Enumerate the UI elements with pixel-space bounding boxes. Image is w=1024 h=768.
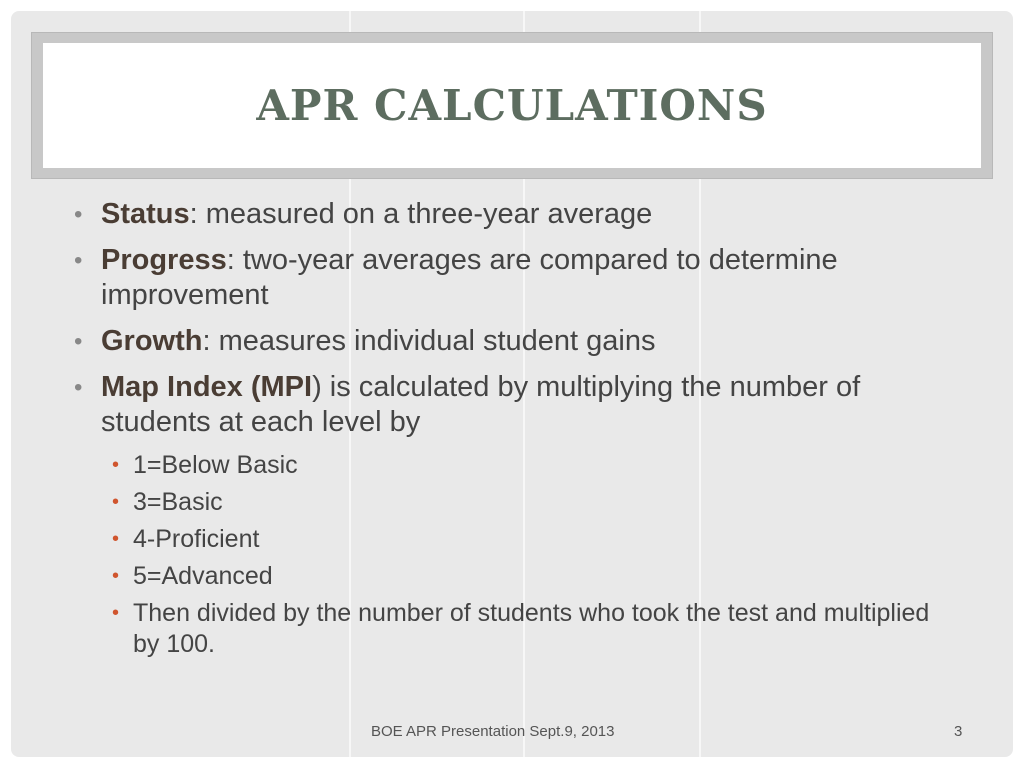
sub-bullet-item: • 1=Below Basic — [101, 450, 953, 481]
slide — [11, 11, 1013, 757]
bullet-text: measured on a three-year average — [197, 198, 653, 230]
bullet-list — [73, 197, 953, 660]
title-box — [43, 43, 981, 168]
sub-bullet-item: • Then divided by the number of students who took the test and multiplied by 100. — [101, 598, 953, 660]
bullet-map-index — [73, 370, 953, 660]
bullet-term: Growth — [101, 325, 203, 357]
bullet-progress — [73, 243, 953, 313]
slide-title: APR CALCULATIONS — [256, 81, 768, 130]
sub-bullet-item: • 4-Proficient — [101, 524, 953, 555]
bullet-term: Map Index (MPI — [101, 371, 313, 403]
page-number: 3 — [954, 723, 963, 740]
bullet-text: measures individual student gains — [210, 325, 656, 357]
footer-text: BOE APR Presentation Sept.9, 2013 — [371, 723, 615, 740]
sub-bullet-item: • 5=Advanced — [101, 561, 953, 592]
bullet-term: Status — [101, 198, 190, 230]
bullet-text: two-year averages are compared to determine improvement — [101, 244, 838, 311]
title-frame — [31, 32, 993, 179]
bullet-separator: : — [226, 244, 235, 276]
bullet-term: Progress — [101, 244, 227, 276]
sub-bullet-list — [101, 450, 953, 660]
bullet-separator: : — [202, 325, 211, 357]
sub-bullet-item: • 3=Basic — [101, 487, 953, 518]
bullet-growth — [73, 324, 953, 359]
bullet-separator: : — [189, 198, 198, 230]
bullet-text: is calculated by multiplying the number of students at each level by — [101, 371, 861, 438]
bullet-separator: ) — [312, 371, 322, 403]
slide-content — [73, 197, 953, 666]
bullet-status — [73, 197, 953, 232]
